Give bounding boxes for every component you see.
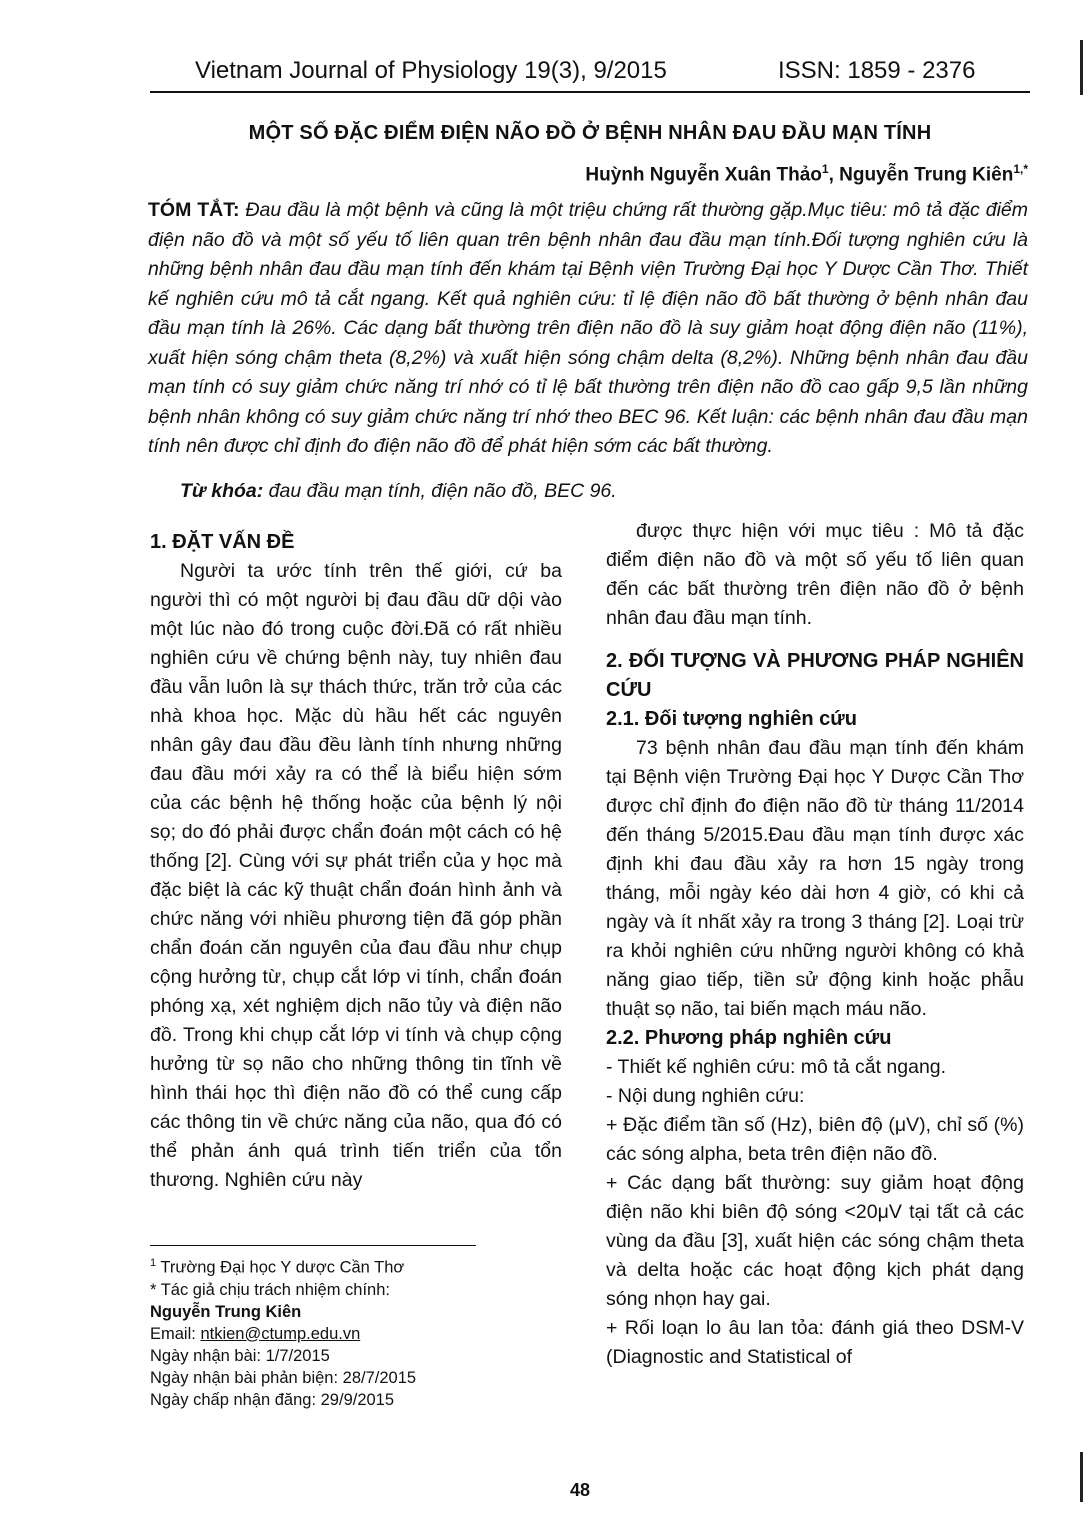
author-line [585, 162, 1028, 186]
scan-edge-mark [1080, 40, 1083, 95]
abstract [148, 196, 1028, 462]
running-header [150, 55, 1030, 93]
list-item: + Đặc điểm tần số (Hz), biên độ (μV), chỉ số (%) các sóng alpha, beta trên điện não đồ. [606, 1114, 1024, 1165]
page-number: 48 [569, 1480, 591, 1500]
keywords-label: Từ khóa: [180, 480, 264, 502]
date-received: Ngày nhận bài: 1/7/2015 [150, 1346, 330, 1365]
author-separator: , [828, 164, 840, 186]
date-accepted: Ngày chấp nhận đăng: 29/9/2015 [150, 1390, 395, 1409]
author-name: Nguyễn Trung Kiên [839, 164, 1014, 186]
list-item: + Rối loạn lo âu lan tỏa: đánh giá theo DSM-V (Diagnostic and Statistical of [606, 1317, 1024, 1368]
section-heading: 2. ĐỐI TƯỢNG VÀ PHƯƠNG PHÁP NGHIÊN CỨU [606, 650, 1024, 701]
affiliation-mark: 1 [821, 162, 829, 176]
paragraph: 73 bệnh nhân đau đầu mạn tính đến khám tại Bệnh viện Trường Đại học Y Dược Cần Thơ được chỉ định đo điện não đồ từ tháng 11/2014 đến tháng 5/2015.Đau đầu mạn tính được xác định khi đau đầu xảy ra hơn 15 ngày trong tháng, mỗi ngày kéo dài hơn 4 giờ, có khi cả ngày và ít nhất xảy ra trong 3 tháng [2]. Loại trừ ra khỏi nghiên cứu những người không có khả năng giao tiếp, tiền sử động kinh hoặc phẫu thuật sọ não, tai biến mạch máu não. [606, 737, 1024, 1020]
issn: ISSN: 1859 - 2376 [778, 57, 976, 84]
email-link[interactable]: ntkien@ctump.edu.vn [200, 1324, 361, 1343]
section-heading: 1. ĐẶT VẤN ĐỀ [150, 531, 295, 553]
keywords [180, 480, 1028, 503]
abstract-text: Đau đầu là một bệnh và cũng là một triệu chứng rất thường gặp.Mục tiêu: mô tả đặc điểm điện não đồ và một số yếu tố liên quan trên bệnh nhân đau đầu mạn tính.Đối tượng nghiên cứu là những bệnh nhân đau đầu mạn tính đến khám tại Bệnh viện Trường Đại học Y Dược Cần Thơ. Thiết kế nghiên cứu mô tả cắt ngang. Kết quả nghiên cứu: tỉ lệ điện não đồ bất thường ở bệnh nhân đau đầu mạn tính là 26%. Các dạng bất thường trên điện não đồ là suy giảm hoạt động điện não (11%), xuất hiện sóng chậm theta (8,2%) và xuất hiện sóng chậm delta (8,2%). Những bệnh nhân đau đầu mạn tính có suy giảm chức năng trí nhớ có tỉ lệ bất thường trên điện não đồ cao gấp 9,5 lần những bệnh nhân không có suy giảm chức năng trí nhớ theo BEC 96. Kết luận: các bệnh nhân đau đầu mạn tính nên được chỉ định đo điện não đồ để phát hiện sớm các bất thường. [148, 199, 1028, 457]
keywords-text: đau đầu mạn tính, điện não đồ, BEC 96. [263, 480, 617, 502]
affiliation-mark: 1,* [1013, 162, 1028, 176]
right-column [606, 517, 1024, 1372]
corresponding-author-name: Nguyễn Trung Kiên [150, 1302, 302, 1321]
author-name: Huỳnh Nguyễn Xuân Thảo [585, 164, 822, 186]
abstract-label: TÓM TẮT: [148, 199, 240, 221]
corresponding-email: Email: ntkien@ctump.edu.vn [150, 1324, 361, 1343]
paragraph: được thực hiện với mục tiêu : Mô tả đặc điểm điện não đồ và một số yếu tố liên quan đến các bất thường trên điện não đồ ở bệnh nhân đau đầu mạn tính. [606, 520, 1024, 629]
list-item: - Nội dung nghiên cứu: [606, 1085, 805, 1107]
footnote-rule [150, 1245, 476, 1246]
paper-title: MỘT SỐ ĐẶC ĐIỂM ĐIỆN NÃO ĐỒ Ở BỆNH NHÂN ĐAU ĐẦU MẠN TÍNH [248, 122, 932, 144]
list-item: + Các dạng bất thường: suy giảm hoạt động điện não khi biên độ sóng <20μV tại tất cả các vùng da đầu [3], xuất hiện các sóng chậm theta và delta hoặc các hoạt động kịch phát dạng sóng nhọn hay gai. [606, 1172, 1024, 1310]
footnote-corresponding: * Tác giả chịu trách nhiệm chính: [150, 1280, 390, 1299]
journal-name: Vietnam Journal of Physiology 19(3), 9/2015 [195, 57, 667, 84]
footnotes [150, 1252, 570, 1411]
paragraph: Người ta ước tính trên thế giới, cứ ba người thì có một người bị đau đầu dữ dội vào một lúc nào đó trong cuộc đời.Đã có rất nhiều nghiên cứu về chứng bệnh này, tuy nhiên đau đầu vẫn luôn là sự thách thức, trăn trở của các nhà khoa học. Mặc dù hầu hết các nguyên nhân gây đau đầu đều lành tính nhưng những đau đầu mới xảy ra có thể là biểu hiện sớm của các bệnh hệ thống hoặc của bệnh lý nội sọ; do đó phải được chẩn đoán một cách có hệ thống [2]. Cùng với sự phát triển của y học mà đặc biệt là các kỹ thuật chẩn đoán hình ảnh và chức năng với nhiều phương tiện đã góp phần chẩn đoán căn nguyên của đau đầu như chụp cộng hưởng từ, chụp cắt lớp vi tính, chẩn đoán phóng xạ, xét nghiệm dịch não tủy và điện não đồ. Trong khi chụp cắt lớp vi tính và chụp cộng hưởng từ sọ não cho những thông tin tĩnh về hình thái học thì điện não đồ có thể cung cấp các thông tin về chức năng của não, qua đó có thể phản ánh quá trình tiến triển của tổn thương. Nghiên cứu này [150, 560, 562, 1191]
list-item: - Thiết kế nghiên cứu: mô tả cắt ngang. [606, 1056, 947, 1078]
subsection-heading: 2.1. Đối tượng nghiên cứu [606, 708, 857, 730]
date-reviewed: Ngày nhận bài phản biện: 28/7/2015 [150, 1368, 417, 1387]
left-column [150, 528, 562, 1195]
subsection-heading: 2.2. Phương pháp nghiên cứu [606, 1027, 892, 1049]
footnote-affiliation: $^1$ Trường Đại học Y dược Cần Thơ [150, 1257, 405, 1277]
